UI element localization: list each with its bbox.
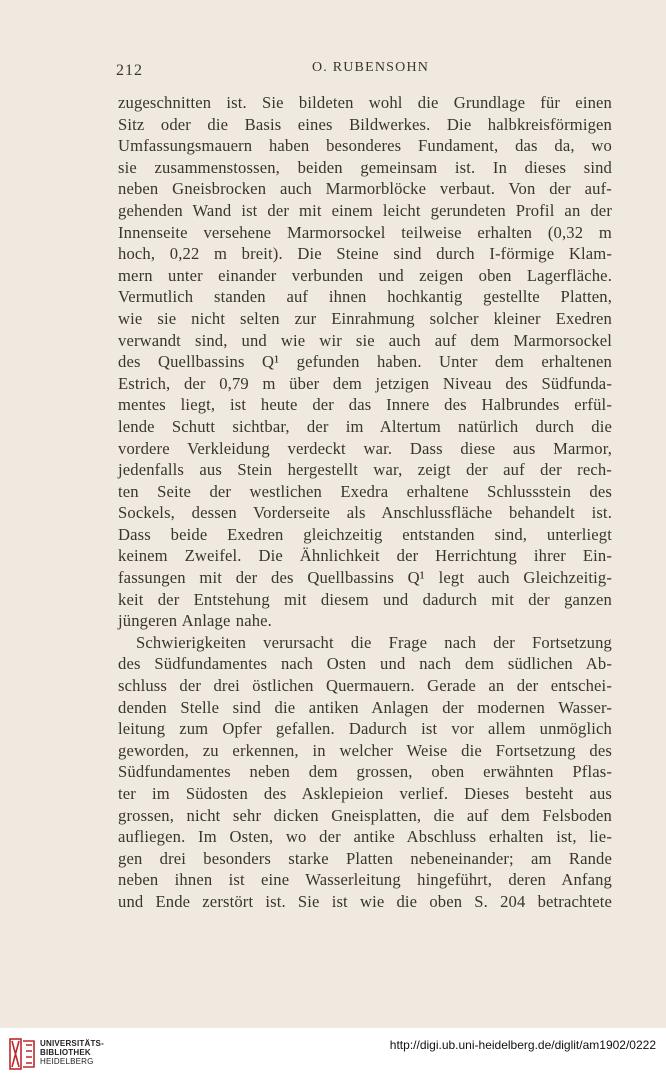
text-line: keit der Entstehung mit diesem und dadurch mit der ganzen	[118, 589, 612, 609]
text-line: Sockels, dessen Vorderseite als Anschlussfläche behandelt ist.	[118, 503, 612, 523]
text-line: Dass beide Exedren gleichzeitig entstanden sind, unterliegt	[118, 524, 612, 544]
text-line: jüngeren Anlage nahe.	[118, 611, 272, 631]
text-line: grossen, nicht sehr dicken Gneisplatten, die auf dem Felsboden	[118, 805, 612, 825]
permalink-url[interactable]: http://digi.ub.uni-heidelberg.de/diglit/am1902/0222	[389, 1038, 656, 1052]
text-line: neben Gneisbrocken auch Marmorblöcke verbaut. Von der auf-	[118, 179, 612, 199]
page-header	[116, 60, 612, 82]
text-line: gehenden Wand ist der mit einem leicht gerundeten Profil an der	[118, 200, 612, 220]
text-line: zugeschnitten ist. Sie bildeten wohl die Grundlage für einen	[118, 93, 612, 112]
text-line: Sitz oder die Basis eines Bildwerkes. Die halbkreisförmigen	[118, 114, 612, 134]
text-line: Vermutlich standen auf ihnen hochkantig gestellte Platten,	[118, 287, 612, 307]
text-line: Umfassungsmauern haben besonderes Fundament, das da, wo	[118, 136, 612, 156]
text-line: leitung zum Opfer gefallen. Dadurch ist vor allem unmöglich	[118, 719, 612, 739]
text-line: des Südfundamentes nach Osten und nach dem südlichen Ab-	[118, 654, 612, 674]
text-line: vordere Verkleidung verdeckt war. Dass diese aus Marmor,	[118, 438, 612, 458]
text-line: wie sie nicht selten zur Einrahmung solcher kleiner Exedren	[118, 308, 612, 328]
body-text	[118, 92, 612, 913]
digitization-footer	[0, 1028, 666, 1079]
text-line: denden Stelle sind die antiken Anlagen der modernen Wasser-	[118, 697, 612, 717]
text-line: des Quellbassins Q¹ gefunden haben. Unter dem erhaltenen	[118, 352, 612, 372]
page-number: 212	[116, 62, 143, 79]
text-line: Schwierigkeiten verursacht die Frage nach der Fortsetzung	[136, 632, 612, 652]
heidelberg-library-logo-icon	[8, 1037, 38, 1071]
text-line: neben ihnen ist eine Wasserleitung hingeführt, deren Anfang	[118, 870, 612, 890]
text-line: mentes liegt, ist heute der das Innere des Halbrundes erfül-	[118, 395, 612, 415]
library-line-3: HEIDELBERG	[40, 1057, 94, 1066]
text-line: Innenseite versehene Marmorsockel teilweise erhalten (0,32 m	[118, 222, 612, 242]
library-line-1: UNIVERSITÄTS-	[40, 1039, 104, 1048]
text-line: keinem Zweifel. Die Ähnlichkeit der Herrichtung ihrer Ein-	[118, 546, 612, 566]
text-line: lende Schutt sichtbar, der im Altertum natürlich durch die	[118, 416, 612, 436]
text-line: hoch, 0,22 m breit). Die Steine sind durch I-förmige Klam-	[118, 244, 612, 264]
running-head: O. RUBENSOHN	[312, 60, 430, 75]
text-line: und Ende zerstört ist. Sie ist wie die oben S. 204 betrachtete	[118, 891, 612, 911]
text-line: jedenfalls aus Stein hergestellt war, zeigt der auf der rech-	[118, 460, 612, 480]
text-line: geworden, zu erkennen, in welcher Weise die Fortsetzung des	[118, 740, 612, 760]
text-line: fassungen mit der des Quellbassins Q¹ legt auch Gleichzeitig-	[118, 568, 612, 588]
text-line: mern unter einander verbunden und zeigen oben Lagerfläche.	[118, 265, 612, 285]
library-name	[40, 1039, 104, 1066]
text-line: Estrich, der 0,79 m über dem jetzigen Niveau des Südfunda-	[118, 373, 612, 393]
text-line: ter im Südosten des Asklepieion verlief. Dieses besteht aus	[118, 784, 612, 803]
text-line: gen drei besonders starke Platten nebeneinander; am Rande	[118, 848, 612, 868]
library-line-2: BIBLIOTHEK	[40, 1048, 91, 1057]
text-line: schluss der drei östlichen Quermauern. Gerade an der entschei-	[118, 676, 612, 696]
text-line: ten Seite der westlichen Exedra erhaltene Schlussstein des	[118, 481, 612, 501]
text-line: verwandt sind, und wie wir sie auch auf dem Marmorsockel	[118, 330, 612, 350]
text-line: aufliegen. Im Osten, wo der antike Abschluss erhalten ist, lie-	[118, 827, 612, 847]
text-line: sie zusammenstossen, beiden gemeinsam ist. In dieses sind	[118, 157, 612, 177]
text-line: Südfundamentes neben dem grossen, oben erwähnten Pflas-	[118, 762, 612, 782]
